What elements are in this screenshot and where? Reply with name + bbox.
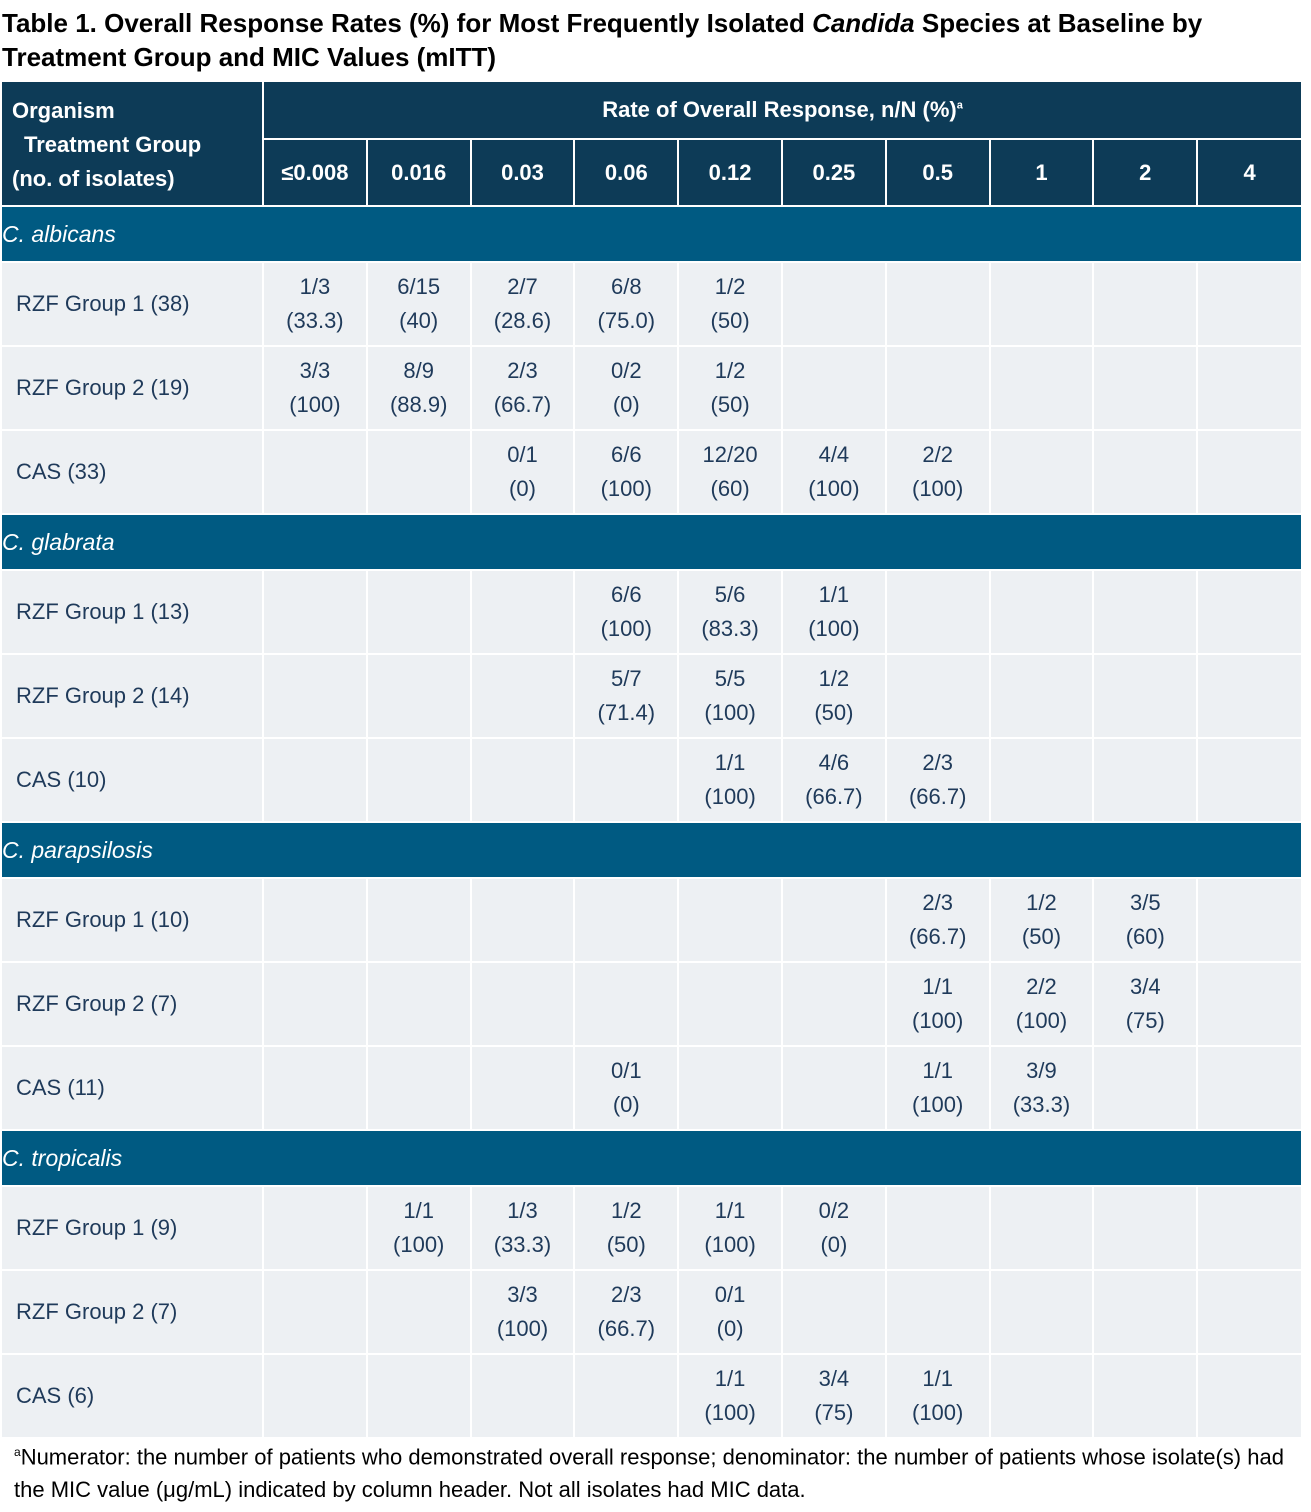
- rate-percent: (60): [1125, 924, 1165, 949]
- mic-column-header: 4: [1197, 139, 1301, 206]
- rate-cell: [782, 1270, 886, 1354]
- table-row: [2, 1354, 1301, 1437]
- rate-percent: (100): [912, 476, 964, 501]
- rate-cell: [1197, 1046, 1301, 1130]
- rate-fraction: 2/3: [922, 750, 953, 775]
- rate-percent: (60): [710, 476, 750, 501]
- rate-cell: [263, 1046, 367, 1130]
- rate-fraction: 1/1: [714, 750, 746, 775]
- rate-percent: (100): [704, 1232, 756, 1257]
- rate-cell: [678, 1046, 782, 1130]
- treatment-group-label: RZF Group 1 (10): [2, 878, 263, 962]
- rate-cell: [678, 430, 782, 514]
- rate-cell: [471, 962, 575, 1046]
- rate-cell: [886, 1186, 990, 1270]
- rate-cell: [782, 262, 886, 346]
- rate-fraction: 1/3: [507, 1198, 538, 1223]
- rate-fraction: 2/3: [922, 890, 953, 915]
- rate-cell: [471, 430, 575, 514]
- rate-cell: [471, 262, 575, 346]
- treatment-group-label: CAS (6): [2, 1354, 263, 1437]
- rate-percent: (33.3): [493, 1232, 552, 1257]
- rate-fraction: 2/2: [1026, 974, 1057, 999]
- rate-cell: [574, 878, 678, 962]
- rate-percent: (100): [912, 1008, 964, 1033]
- rate-percent: (66.7): [908, 784, 967, 809]
- rate-fraction: 1/1: [714, 1366, 746, 1391]
- rate-percent: (100): [808, 476, 860, 501]
- rate-percent: (100): [600, 616, 652, 641]
- rate-percent: (75): [1125, 1008, 1165, 1033]
- species-label: C. parapsilosis: [2, 822, 1301, 878]
- rate-fraction: 1/1: [922, 974, 953, 999]
- rate-cell: [886, 430, 990, 514]
- rate-percent: (33.3): [286, 308, 344, 333]
- rate-cell: [990, 738, 1094, 822]
- rate-header: [263, 82, 1301, 139]
- rate-percent: (66.7): [908, 924, 967, 949]
- rate-percent: (100): [912, 1400, 964, 1425]
- rate-cell: [367, 878, 471, 962]
- rate-cell: [471, 1186, 575, 1270]
- rate-percent: (71.4): [597, 700, 656, 725]
- rate-cell: [1197, 570, 1301, 654]
- rate-fraction: 3/3: [299, 358, 331, 383]
- mic-column-header: 1: [990, 139, 1094, 206]
- organism-header-line2: Treatment Group: [24, 132, 202, 157]
- mic-column-header: 0.5: [886, 139, 990, 206]
- rate-cell: [886, 738, 990, 822]
- rate-percent: (50): [606, 1232, 646, 1257]
- treatment-group-label: CAS (10): [2, 738, 263, 822]
- rate-cell: [886, 1270, 990, 1354]
- rate-cell: [471, 346, 575, 430]
- rate-fraction: 5/6: [714, 582, 746, 607]
- rate-cell: [782, 878, 886, 962]
- treatment-group-label: RZF Group 2 (7): [2, 1270, 263, 1354]
- rate-cell: [1093, 1186, 1197, 1270]
- rate-percent: (66.7): [493, 392, 552, 417]
- rate-percent: (88.9): [389, 392, 448, 417]
- rate-fraction: 3/9: [1026, 1058, 1057, 1083]
- rate-cell: [782, 1186, 886, 1270]
- rate-fraction: 2/7: [507, 274, 538, 299]
- rate-cell: [574, 570, 678, 654]
- rate-fraction: 3/4: [1129, 974, 1161, 999]
- treatment-group-label: RZF Group 1 (9): [2, 1186, 263, 1270]
- treatment-group-label: RZF Group 2 (14): [2, 654, 263, 738]
- rate-cell: [367, 1046, 471, 1130]
- rate-percent: (75): [814, 1400, 854, 1425]
- rate-cell: [1093, 1354, 1197, 1437]
- rate-cell: [1093, 1270, 1197, 1354]
- rate-cell: [367, 654, 471, 738]
- table-row: [2, 1186, 1301, 1270]
- rate-cell: [263, 738, 367, 822]
- rate-cell: [263, 430, 367, 514]
- rate-cell: [990, 430, 1094, 514]
- rate-cell: [574, 1354, 678, 1437]
- rate-percent: (75.0): [597, 308, 656, 333]
- rate-cell: [782, 570, 886, 654]
- treatment-group-label: CAS (11): [2, 1046, 263, 1130]
- rate-cell: [471, 1270, 575, 1354]
- rate-cell: [367, 962, 471, 1046]
- rate-fraction: 4/4: [818, 442, 850, 467]
- rate-cell: [1093, 430, 1197, 514]
- table-row: [2, 570, 1301, 654]
- rate-fraction: 2/2: [922, 442, 953, 467]
- table-row: [2, 878, 1301, 962]
- rate-cell: [990, 570, 1094, 654]
- species-row: [2, 1130, 1301, 1186]
- rate-fraction: 3/3: [507, 1282, 538, 1307]
- rate-cell: [990, 962, 1094, 1046]
- rate-cell: [471, 1046, 575, 1130]
- mic-column-header: 2: [1093, 139, 1197, 206]
- rate-fraction: 0/1: [507, 442, 538, 467]
- mic-column-header: 0.016: [367, 139, 471, 206]
- table-row: [2, 962, 1301, 1046]
- rate-cell: [678, 654, 782, 738]
- rate-cell: [886, 878, 990, 962]
- rate-cell: [367, 1186, 471, 1270]
- rate-percent: (100): [808, 616, 860, 641]
- table-row: [2, 654, 1301, 738]
- rate-percent: (50): [814, 700, 854, 725]
- mic-column-header: 0.06: [574, 139, 678, 206]
- rate-fraction: 5/5: [714, 666, 746, 691]
- rate-cell: [990, 262, 1094, 346]
- rate-cell: [367, 738, 471, 822]
- rate-cell: [678, 346, 782, 430]
- rate-cell: [990, 1354, 1094, 1437]
- rate-fraction: 1/1: [714, 1198, 746, 1223]
- rate-header-footnote-mark: a: [956, 99, 963, 112]
- response-rate-table: [2, 82, 1301, 1437]
- header-row-top: [2, 82, 1301, 139]
- rate-fraction: 1/2: [1026, 890, 1057, 915]
- rate-cell: [782, 962, 886, 1046]
- rate-percent: (66.7): [805, 784, 863, 809]
- rate-fraction: 4/6: [818, 750, 850, 775]
- table-row: [2, 430, 1301, 514]
- rate-cell: [263, 570, 367, 654]
- rate-cell: [263, 962, 367, 1046]
- rate-fraction: 1/2: [714, 274, 746, 299]
- rate-cell: [1197, 1354, 1301, 1437]
- rate-cell: [782, 738, 886, 822]
- organism-header: [2, 82, 263, 206]
- treatment-group-label: RZF Group 1 (38): [2, 262, 263, 346]
- species-row: [2, 514, 1301, 570]
- mic-column-header: ≤0.008: [263, 139, 367, 206]
- rate-fraction: 6/8: [610, 274, 642, 299]
- rate-cell: [886, 962, 990, 1046]
- rate-cell: [1197, 1186, 1301, 1270]
- rate-fraction: 5/7: [610, 666, 642, 691]
- rate-cell: [990, 878, 1094, 962]
- title-text-start: Table 1. Overall Response Rates (%) for Most Frequently Isolated: [2, 8, 813, 38]
- rate-percent: (100): [1015, 1008, 1068, 1033]
- rate-cell: [1197, 654, 1301, 738]
- rate-fraction: 1/1: [922, 1058, 953, 1083]
- rate-cell: [367, 346, 471, 430]
- rate-cell: [1197, 962, 1301, 1046]
- rate-cell: [678, 738, 782, 822]
- rate-fraction: 1/1: [818, 582, 850, 607]
- rate-cell: [1197, 878, 1301, 962]
- rate-cell: [990, 1046, 1094, 1130]
- rate-cell: [1093, 346, 1197, 430]
- rate-cell: [574, 430, 678, 514]
- table-row: [2, 262, 1301, 346]
- rate-cell: [263, 654, 367, 738]
- rate-cell: [367, 262, 471, 346]
- rate-cell: [782, 430, 886, 514]
- rate-cell: [367, 1270, 471, 1354]
- rate-cell: [263, 1186, 367, 1270]
- rate-cell: [263, 262, 367, 346]
- rate-fraction: 1/1: [922, 1366, 953, 1391]
- species-label: C. glabrata: [2, 514, 1301, 570]
- rate-cell: [574, 1270, 678, 1354]
- rate-cell: [782, 1046, 886, 1130]
- treatment-group-label: RZF Group 2 (7): [2, 962, 263, 1046]
- rate-cell: [678, 962, 782, 1046]
- rate-cell: [574, 962, 678, 1046]
- table-row: [2, 738, 1301, 822]
- rate-percent: (100): [393, 1232, 445, 1257]
- species-label: C. albicans: [2, 206, 1301, 262]
- rate-percent: (50): [1021, 924, 1062, 949]
- rate-fraction: 1/2: [610, 1198, 642, 1223]
- rate-fraction: 0/2: [610, 358, 642, 383]
- rate-cell: [574, 346, 678, 430]
- rate-cell: [782, 346, 886, 430]
- rate-cell: [1197, 346, 1301, 430]
- rate-cell: [471, 570, 575, 654]
- species-row: [2, 206, 1301, 262]
- footnote: [14, 1436, 1304, 1506]
- rate-cell: [678, 1354, 782, 1437]
- organism-header-line3: (no. of isolates): [12, 166, 175, 191]
- rate-cell: [263, 1354, 367, 1437]
- mic-column-header: 0.25: [782, 139, 886, 206]
- rate-percent: (100): [704, 784, 756, 809]
- rate-fraction: 6/6: [610, 582, 642, 607]
- rate-cell: [1197, 1270, 1301, 1354]
- table-body: [2, 206, 1301, 1437]
- rate-cell: [367, 430, 471, 514]
- rate-cell: [678, 878, 782, 962]
- treatment-group-label: CAS (33): [2, 430, 263, 514]
- rate-cell: [471, 738, 575, 822]
- rate-fraction: 3/4: [818, 1366, 850, 1391]
- rate-cell: [886, 654, 990, 738]
- rate-cell: [574, 654, 678, 738]
- footnote-text: Numerator: the number of patients who demonstrated overall response; denominator: the number of patients whose isolate(s) had the MIC value (μg/mL) indicated by column header. Not all isolates had MIC data.: [14, 1444, 1284, 1503]
- rate-cell: [678, 1270, 782, 1354]
- rate-percent: (100): [704, 1400, 756, 1425]
- rate-percent: (100): [496, 1316, 549, 1341]
- rate-fraction: 3/5: [1129, 890, 1161, 915]
- rate-cell: [471, 1354, 575, 1437]
- rate-cell: [1093, 654, 1197, 738]
- rate-percent: (28.6): [493, 308, 552, 333]
- rate-cell: [1093, 1046, 1197, 1130]
- rate-percent: (0): [820, 1232, 848, 1257]
- rate-cell: [1093, 570, 1197, 654]
- table-title: [2, 6, 1302, 74]
- rate-percent: (66.7): [597, 1316, 656, 1341]
- rate-percent: (0): [716, 1316, 744, 1341]
- rate-cell: [263, 346, 367, 430]
- rate-percent: (100): [912, 1092, 964, 1117]
- table-row: [2, 346, 1301, 430]
- rate-header-label: Rate of Overall Response, n/N (%): [602, 97, 957, 122]
- rate-cell: [990, 346, 1094, 430]
- rate-fraction: 6/15: [397, 274, 441, 299]
- rate-cell: [678, 1186, 782, 1270]
- rate-percent: (83.3): [701, 616, 759, 641]
- footnote-mark: a: [14, 1445, 21, 1459]
- rate-percent: (50): [710, 308, 750, 333]
- mic-column-header: 0.12: [678, 139, 782, 206]
- organism-header-line1: Organism: [12, 98, 115, 123]
- rate-cell: [1197, 262, 1301, 346]
- rate-cell: [886, 346, 990, 430]
- rate-fraction: 1/2: [714, 358, 746, 383]
- rate-fraction: 1/1: [403, 1198, 434, 1223]
- rate-percent: (0): [509, 476, 536, 501]
- table-row: [2, 1270, 1301, 1354]
- rate-cell: [678, 570, 782, 654]
- rate-cell: [782, 654, 886, 738]
- rate-cell: [367, 1354, 471, 1437]
- rate-fraction: 8/9: [403, 358, 434, 383]
- rate-fraction: 1/3: [299, 274, 331, 299]
- rate-percent: (50): [710, 392, 750, 417]
- rate-cell: [1197, 430, 1301, 514]
- title-italic-genus: Candida: [812, 8, 915, 38]
- rate-cell: [263, 1270, 367, 1354]
- rate-percent: (0): [612, 1092, 640, 1117]
- rate-cell: [678, 262, 782, 346]
- rate-cell: [886, 1354, 990, 1437]
- species-label: C. tropicalis: [2, 1130, 1301, 1186]
- rate-fraction: 2/3: [507, 358, 538, 383]
- rate-fraction: 12/20: [702, 442, 758, 467]
- rate-fraction: 6/6: [610, 442, 642, 467]
- rate-cell: [471, 878, 575, 962]
- rate-fraction: 0/1: [714, 1282, 746, 1307]
- rate-percent: (0): [612, 392, 640, 417]
- treatment-group-label: RZF Group 2 (19): [2, 346, 263, 430]
- rate-cell: [1093, 738, 1197, 822]
- rate-percent: (100): [600, 476, 652, 501]
- rate-cell: [990, 1270, 1094, 1354]
- treatment-group-label: RZF Group 1 (13): [2, 570, 263, 654]
- species-row: [2, 822, 1301, 878]
- rate-cell: [574, 262, 678, 346]
- rate-cell: [782, 1354, 886, 1437]
- title-text-end: Species at Baseline by Treatment Group and MIC Values (mITT): [2, 8, 1203, 72]
- rate-fraction: 1/2: [818, 666, 850, 691]
- rate-fraction: 0/1: [610, 1058, 642, 1083]
- rate-cell: [1197, 738, 1301, 822]
- table-row: [2, 1046, 1301, 1130]
- rate-cell: [990, 1186, 1094, 1270]
- rate-cell: [886, 1046, 990, 1130]
- rate-cell: [1093, 962, 1197, 1046]
- rate-fraction: 0/2: [818, 1198, 850, 1223]
- rate-cell: [574, 1046, 678, 1130]
- rate-cell: [886, 262, 990, 346]
- rate-percent: (100): [704, 700, 756, 725]
- rate-cell: [471, 654, 575, 738]
- rate-fraction: 2/3: [610, 1282, 642, 1307]
- rate-cell: [990, 654, 1094, 738]
- rate-cell: [886, 570, 990, 654]
- rate-cell: [574, 738, 678, 822]
- rate-cell: [367, 570, 471, 654]
- rate-cell: [1093, 262, 1197, 346]
- rate-cell: [263, 878, 367, 962]
- rate-percent: (40): [399, 308, 439, 333]
- rate-cell: [1093, 878, 1197, 962]
- rate-percent: (33.3): [1012, 1092, 1071, 1117]
- rate-percent: (100): [289, 392, 341, 417]
- rate-cell: [574, 1186, 678, 1270]
- mic-column-header: 0.03: [471, 139, 575, 206]
